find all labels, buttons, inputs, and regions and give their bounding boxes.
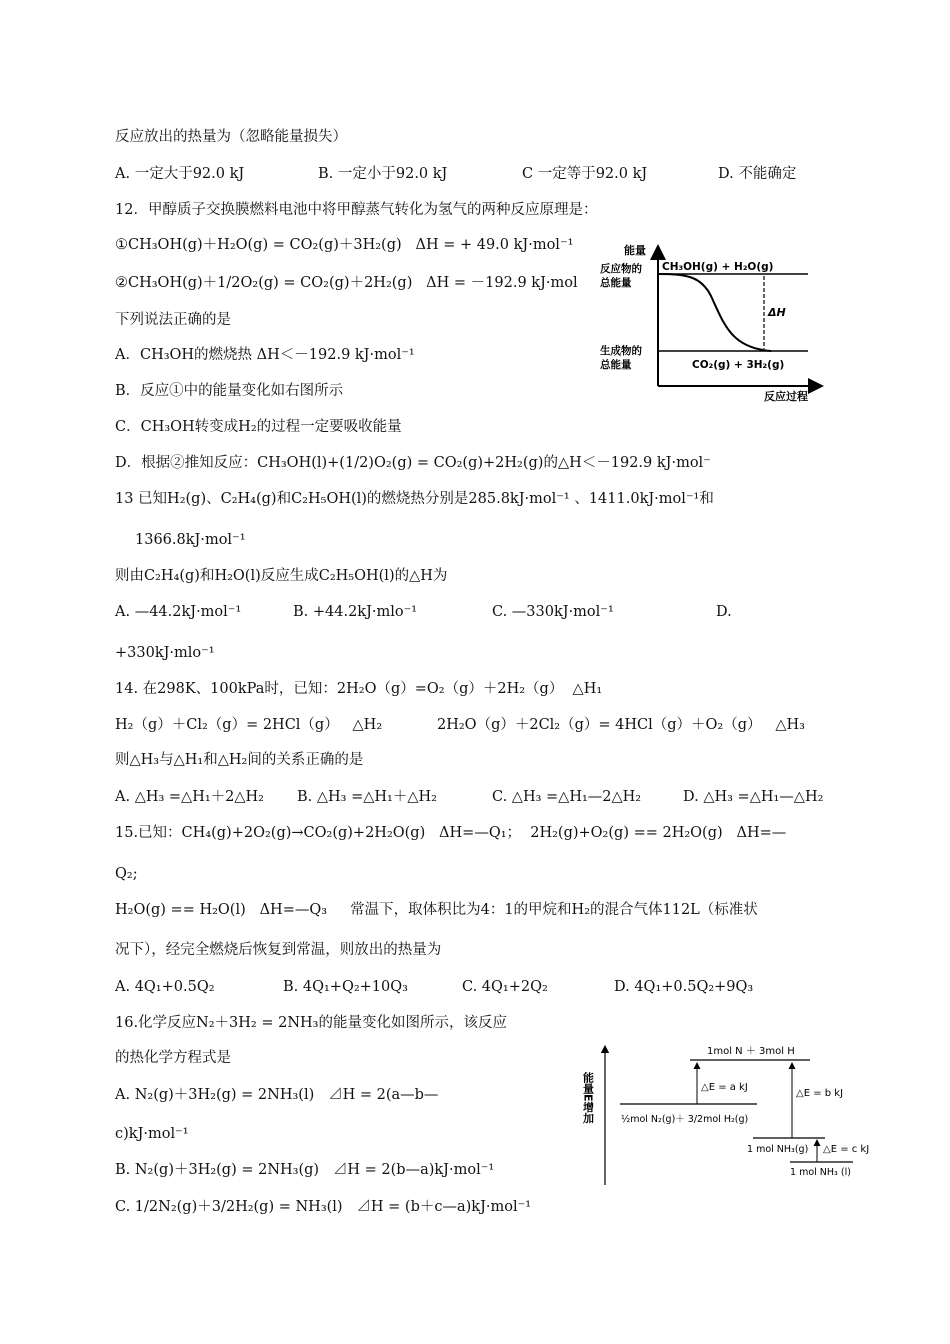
x-axis-label: 反应过程 [764, 390, 808, 403]
option-c: C. △H₃ =△H₁—2△H₂ [492, 789, 642, 805]
option-a: A. 一定大于92.0 kJ [115, 166, 245, 182]
option-c: C 一定等于92.0 kJ [522, 166, 648, 182]
option-c: C. 1/2N₂(g)＋3/2H₂(g) = NH₃(l) ⊿H = (b＋c—a)kJ·mol⁻¹ [115, 1199, 532, 1215]
reactant-label: 总能量 [600, 277, 632, 289]
product-label: 生成物的 [600, 345, 642, 357]
option-b: B. △H₃ =△H₁＋△H₂ [297, 789, 437, 805]
option-a: A. —44.2kJ·mol⁻¹ [115, 604, 242, 620]
y-axis-label: 能量E增加 [581, 1072, 595, 1124]
option-d: D. △H₃ =△H₁—△H₂ [683, 789, 824, 805]
question-15: 15.已知：CH₄(g)+2O₂(g)→CO₂(g)+2H₂O(g) ΔH=—Q₁； 2H₂(g)+O₂(g) == 2H₂O(g) ΔH=— [115, 825, 787, 841]
delta-h-label: ΔH [768, 306, 786, 319]
option-d: D. 4Q₁+0.5Q₂+9Q₃ [614, 979, 754, 995]
nh3-liquid-level: 1 mol NH₃ (l) [790, 1167, 851, 1178]
text-line: 下列说法正确的是 [115, 312, 231, 328]
reactant-label: 反应物的 [600, 263, 642, 275]
y-axis-label: 能量 [624, 244, 646, 257]
top-level-label: 1mol N ＋ 3mol H [707, 1046, 795, 1057]
text-line: H₂O(g) == H₂O(l) ΔH=—Q₃ 常温下，取体积比为4：1的甲烷和H₂的混合气体112L（标准状 [115, 902, 758, 918]
equation: H₂（g）＋Cl₂（g）= 2HCl（g） △H₂ [115, 717, 383, 733]
option-a: A. N₂(g)＋3H₂(g) = 2NH₃(l) ⊿H = 2(a—b— [115, 1087, 439, 1103]
text-line: Q₂; [115, 866, 138, 882]
option-d: D. [716, 604, 732, 620]
text-line: 的热化学方程式是 [115, 1050, 231, 1066]
energy-diagram-1 [596, 236, 832, 404]
text-line: 况下），经完全燃烧后恢复到常温，则放出的热量为 [115, 942, 442, 958]
option-a: A. 4Q₁+0.5Q₂ [115, 979, 215, 995]
option-b: B. 4Q₁+Q₂+10Q₃ [283, 979, 408, 995]
product-formula: CO₂(g) + 3H₂(g) [692, 359, 785, 371]
text-line: 反应放出的热量为（忽略能量损失） [115, 129, 347, 145]
question-12: 12．甲醇质子交换膜燃料电池中将甲醇蒸气转化为氢气的两种反应原理是： [115, 202, 598, 218]
option-a: A．CH₃OH的燃烧热 ΔH＜－192.9 kJ·mol⁻¹ [115, 347, 415, 363]
text-line: 则由C₂H₄(g)和H₂O(l)反应生成C₂H₅OH(l)的△H为 [115, 568, 448, 584]
energy-curve [658, 274, 771, 351]
option-a: A. △H₃ =△H₁＋2△H₂ [115, 789, 265, 805]
question-14: 14. 在298K、100kPa时，已知：2H₂O（g）=O₂（g）＋2H₂（g） △H₁ [115, 681, 603, 697]
option-c: C. —330kJ·mol⁻¹ [492, 604, 614, 620]
delta-e-a: △E = a kJ [701, 1082, 748, 1093]
question-13: 13 已知H₂(g)、C₂H₄(g)和C₂H₅OH(l)的燃烧热分别是285.8kJ·mol⁻¹ 、1411.0kJ·mol⁻¹和 [115, 491, 714, 507]
text-line: c)kJ·mol⁻¹ [115, 1126, 189, 1142]
option-b: B. +44.2kJ·mlo⁻¹ [293, 604, 418, 620]
text-line: +330kJ·mlo⁻¹ [115, 645, 215, 661]
text-line: 则△H₃与△H₁和△H₂间的关系正确的是 [115, 752, 364, 768]
option-b: B. 一定小于92.0 kJ [318, 166, 448, 182]
equation: 2H₂O（g）＋2Cl₂（g）= 4HCl（g）＋O₂（g） △H₃ [437, 717, 805, 733]
product-label: 总能量 [600, 359, 632, 371]
option-d: D. 不能确定 [718, 166, 797, 182]
reactant-formula: CH₃OH(g) + H₂O(g) [662, 261, 774, 273]
option-b: B. N₂(g)＋3H₂(g) = 2NH₃(g) ⊿H = 2(b—a)kJ·mol⁻¹ [115, 1162, 495, 1178]
option-b: B．反应①中的能量变化如右图所示 [115, 383, 344, 399]
nh3-gas-level: 1 mol NH₃(g) [747, 1144, 809, 1155]
text-line: 1366.8kJ·mol⁻¹ [135, 532, 246, 548]
delta-e-c: △E = c kJ [823, 1144, 870, 1155]
option-c: C. 4Q₁+2Q₂ [462, 979, 548, 995]
option-d: D．根据②推知反应：CH₃OH(l)+(1/2)O₂(g) = CO₂(g)+2H₂(g)的△H＜－192.9 kJ·mol⁻ [115, 455, 711, 471]
reaction-1: ①CH₃OH(g)＋H₂O(g) = CO₂(g)＋3H₂(g) ΔH = + 49.0 kJ·mol⁻¹ [115, 237, 574, 253]
question-16: 16.化学反应N₂＋3H₂ = 2NH₃的能量变化如图所示，该反应 [115, 1015, 507, 1031]
reactant-level-label: ½mol N₂(g)＋ 3/2mol H₂(g) [621, 1114, 749, 1125]
delta-e-b: △E = b kJ [796, 1088, 844, 1099]
option-c: C．CH₃OH转变成H₂的过程一定要吸收能量 [115, 419, 402, 435]
reaction-2: ②CH₃OH(g)＋1/2O₂(g) = CO₂(g)＋2H₂(g) ΔH = －192.9 kJ·mol [115, 275, 578, 291]
energy-diagram-2 [581, 1040, 875, 1190]
